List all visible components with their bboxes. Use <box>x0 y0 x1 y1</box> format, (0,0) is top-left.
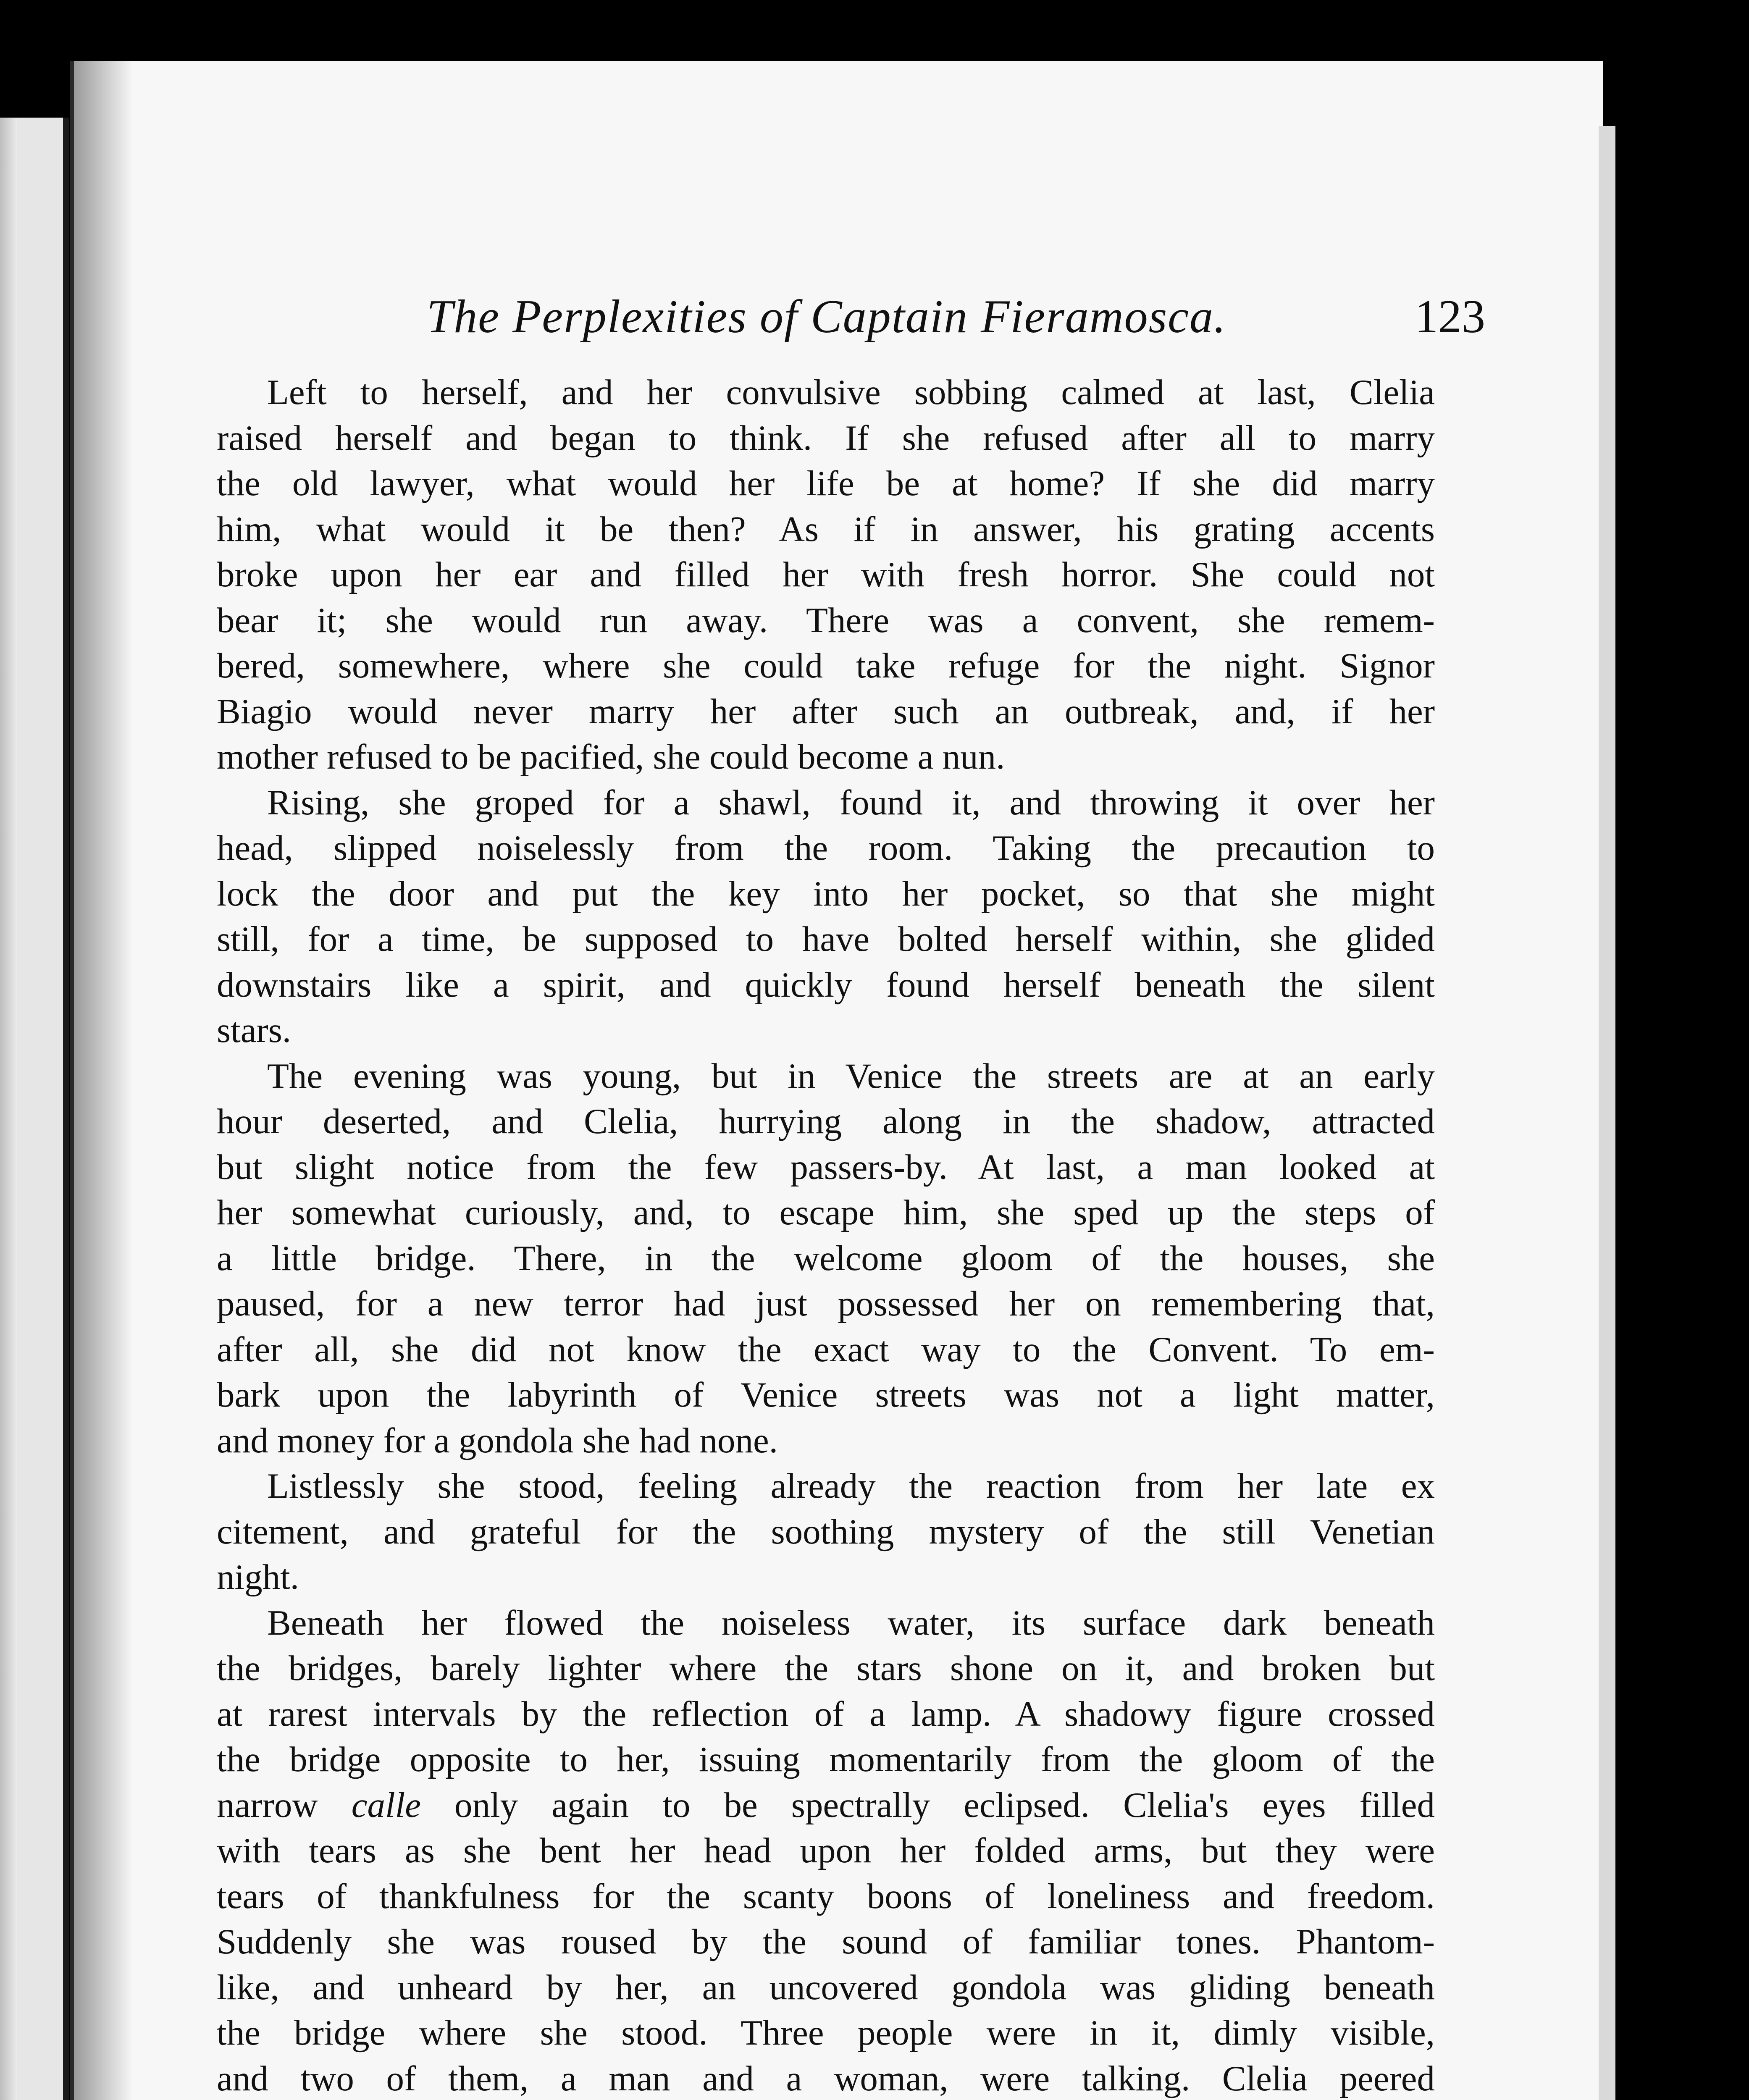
text-line: still, for a time, be supposed to have bolted herself within, she glided <box>217 919 1435 959</box>
text-line: bear it; she would run away. There was a convent, she remem- <box>217 600 1435 640</box>
text-line: citement, and grateful for the soothing mystery of the still Venetian <box>217 1512 1435 1551</box>
text-line: a little bridge. There, in the welcome gloom of the houses, she <box>217 1238 1435 1278</box>
text-line: Beneath her flowed the noiseless water, its surface dark beneath <box>267 1603 1435 1643</box>
text-line: the bridge opposite to her, issuing momentarily from the gloom of the <box>217 1740 1435 1779</box>
text-line <box>217 1782 1435 1828</box>
text-line: like, and unheard by her, an uncovered gondola was gliding beneath <box>217 1967 1435 2007</box>
text-line: hour deserted, and Clelia, hurrying along in the shadow, attracted <box>217 1102 1435 1141</box>
running-head <box>427 277 1485 357</box>
text-line: downstairs like a spirit, and quickly found herself beneath the silent <box>217 965 1435 1005</box>
text-line: tears of thankfulness for the scanty boons of loneliness and freedom. <box>217 1876 1435 1916</box>
text-line: broke upon her ear and filled her with fresh horror. She could not <box>217 555 1435 594</box>
text-line: the old lawyer, what would her life be at home? If she did marry <box>217 464 1435 503</box>
previous-page-edge <box>0 118 69 2100</box>
text-line: Left to herself, and her convulsive sobbing calmed at last, Clelia <box>267 373 1435 412</box>
text-line: paused, for a new terror had just possessed her on remembering that, <box>217 1284 1435 1323</box>
text-line: Biagio would never marry her after such an outbreak, and, if her <box>217 691 1435 731</box>
text-line: Listlessly she stood, feeling already the reaction from her late ex <box>267 1466 1435 1506</box>
text-line: at rarest intervals by the reflection of a lamp. A shadowy figure crossed <box>217 1694 1435 1734</box>
body-text <box>217 370 1435 2100</box>
text-line: and two of them, a man and a woman, were talking. Clelia peered <box>217 2058 1435 2098</box>
text-line: mother refused to be pacified, she could become a nun. <box>217 737 1005 777</box>
italic-word: calle <box>351 1785 421 1825</box>
text-line: bered, somewhere, where she could take refuge for the night. Signor <box>217 646 1435 685</box>
page-shadow <box>0 118 17 2100</box>
text-line: but slight notice from the few passers-by. At last, a man looked at <box>217 1147 1435 1187</box>
page-fore-edge <box>1599 126 1615 2100</box>
text-line: night. <box>217 1557 299 1597</box>
text-line: Suddenly she was roused by the sound of familiar tones. Phantom- <box>217 1922 1435 1961</box>
text-fragment: narrow <box>217 1785 318 1825</box>
text-line: stars. <box>217 1011 292 1050</box>
text-line: head, slipped noiselessly from the room. Taking the precaution to <box>217 828 1435 868</box>
text-line: him, what would it be then? As if in answer, his grating accents <box>217 509 1435 549</box>
text-line: raised herself and began to think. If she refused after all to marry <box>217 418 1435 458</box>
text-fragment: only again to be spectrally eclipsed. Clelia's eyes filled <box>454 1785 1435 1825</box>
text-line: bark upon the labyrinth of Venice streets was not a light matter, <box>217 1375 1435 1415</box>
text-line: Rising, she groped for a shawl, found it, and throwing it over her <box>267 782 1435 822</box>
text-line: the bridges, barely lighter where the stars shone on it, and broken but <box>217 1648 1435 1688</box>
text-line: the bridge where she stood. Three people were in it, dimly visible, <box>217 2013 1435 2053</box>
running-title: The Perplexities of Captain Fieramosca. <box>427 291 1226 343</box>
text-line: after all, she did not know the exact way to the Convent. To em- <box>217 1329 1435 1369</box>
text-line: with tears as she bent her head upon her folded arms, but they were <box>217 1831 1435 1870</box>
text-line: her somewhat curiously, and, to escape him, she sped up the steps of <box>217 1193 1435 1232</box>
gutter-shadow <box>74 61 133 2100</box>
text-line: and money for a gondola she had none. <box>217 1420 778 1460</box>
text-line: lock the door and put the key into her pocket, so that she might <box>217 874 1435 914</box>
text-line: The evening was young, but in Venice the streets are at an early <box>267 1056 1435 1096</box>
page-number: 123 <box>1415 291 1485 343</box>
